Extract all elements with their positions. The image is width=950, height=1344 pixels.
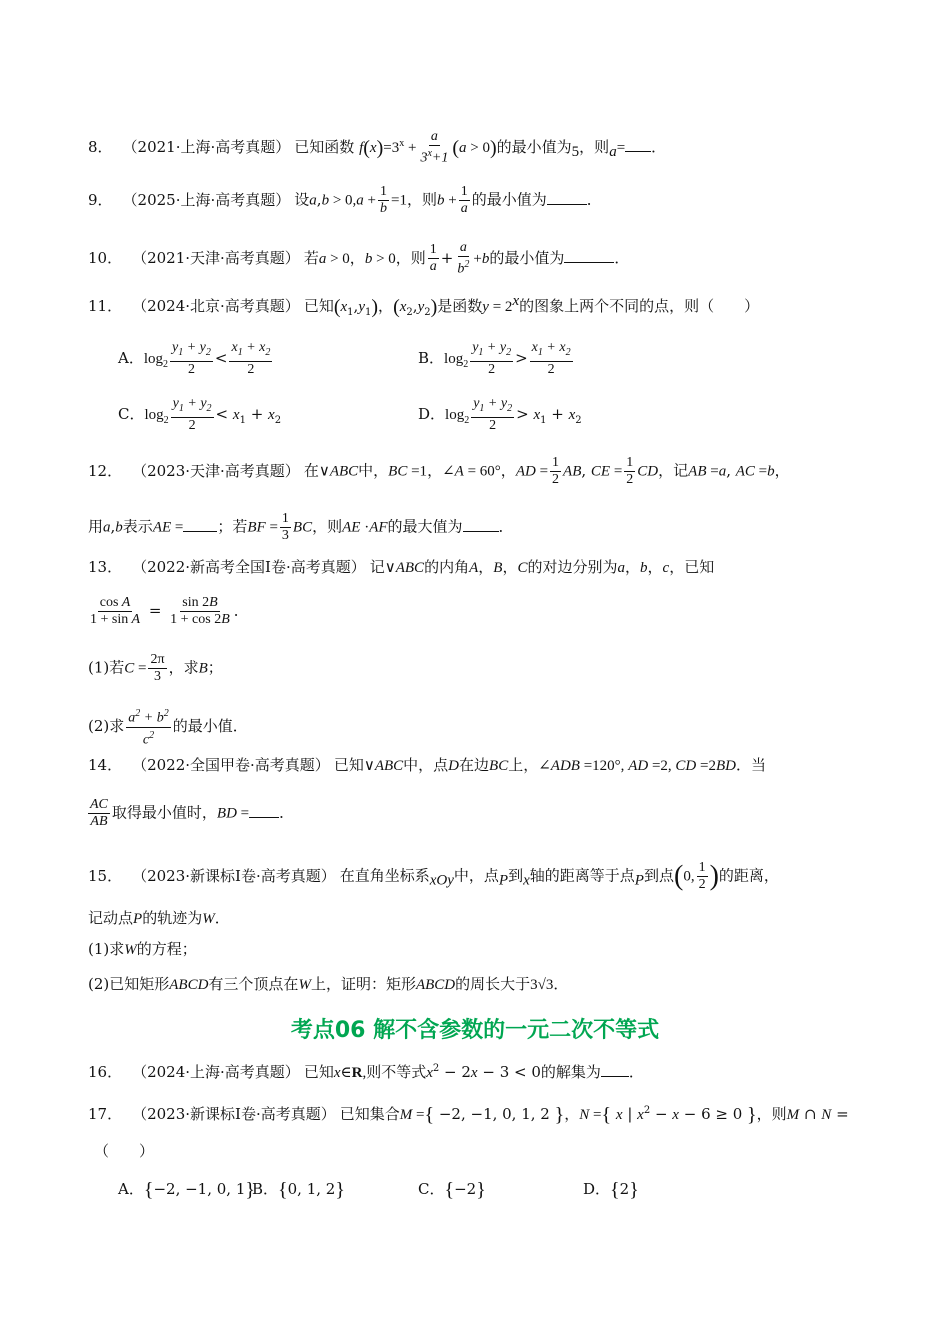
problem-source: （2023·天津·高考真题） [132,461,300,480]
problem-text: ，则 [395,248,426,267]
answer-blank[interactable] [249,803,279,818]
problem-8: 8． （2021·上海·高考真题） 已知函数 $f(x)=3^x$ + $\frac{a}{3^x+1}$ (a > 0)的最小值为$_5$，则$_a$= ． [88,129,667,166]
problem-14: 14． （2022·全国甲卷·高考真题） 已知∨ABC中，点D在边BC上，∠ADB =120°, AD =2, CD =2BD．当 [88,756,766,774]
problem-13-part-2: (2)求 $\frac{a^2 + b^2}{c^2}$ 的最小值． [88,708,248,748]
section-heading: 考点06 解不含参数的一元二次不等式 [290,1018,660,1043]
problem-number: 17． [88,1105,123,1123]
formula: f [359,139,364,156]
problem-text: 的最小值为 [489,248,565,267]
problem-13: 13． （2022·新高考全国Ⅰ卷·高考真题） 记∨ABC的内角A，B，C的对边分别为a，b，c，已知 [88,558,715,576]
problem-number: 15． [88,866,123,885]
problem-12: 12． （2023·天津·高考真题） 在∨ABC中，BC =1，∠A = 60°，AD = $\frac{1}{2}$ AB, CE = $\frac{1}{2}$ CD，记AB =a, AC =b， [88,455,790,487]
answer-blank[interactable] [183,517,217,532]
problem-16: 16． （2024·上海·高考真题） 已知x∈R,则不等式$x^2 - 2x - 3 < 0$的解集为 ． [88,1063,644,1081]
answer-blank[interactable] [463,517,499,532]
problem-11: 11． （2024·北京·高考真题） 已知$(x_1,y_1)$，$(x_2,y_2)$是函数$y = 2^x$的图象上两个不同的点，则（ ） [88,293,760,318]
problem-number: 14． [88,756,123,774]
problem-text: ，则 [406,190,437,209]
problem-source: （2022·全国甲卷·高考真题） [132,756,330,774]
problem-source: （2021·上海·高考真题） [122,137,291,156]
problem-text: 的最小值为 [496,137,572,156]
problem-text: ，则 [579,137,610,156]
option-d[interactable]: D．{2} [583,1179,639,1201]
problem-15-part-2: (2)已知矩形ABCD有三个顶点在W上，证明：矩形ABCD的周长大于3√3． [88,975,569,993]
problem-9: 9． （2025·上海·高考真题） 设a,b > 0,a + $\frac{1}{b}$ =1，则b + $\frac{1}{a}$ 的最小值为 ． [88,184,602,216]
problem-source: （2023·新课标Ⅰ卷·高考真题） [132,1105,336,1123]
problem-source: （2021·天津·高考真题） [132,248,300,267]
problem-number: 11． [88,297,123,315]
problem-12-line-2: 用a,b表示AE = ；若BF = $\frac{1}{3}$ BC，则AE ·AF的最大值为 ． [88,511,514,543]
problem-text: 已知 [303,297,334,315]
problem-number: 9． [88,190,113,209]
problem-15: 15． （2023·新课标Ⅰ卷·高考真题） 在直角坐标系$_{xOy}$中，点$_P$到$_x$轴的距离等于点$_P$到点(0, $\frac{1}{2}$ )的距离， [88,860,779,892]
answer-blank[interactable] [601,1062,629,1077]
problem-text: 的图象上两个不同的点，则（ ） [519,297,760,315]
option-b[interactable]: B．{0, 1, 2} [252,1179,345,1201]
option-a[interactable]: A．{−2, −1, 0, 1} [118,1179,255,1201]
problem-source: （2025·上海·高考真题） [122,190,291,209]
answer-blank[interactable] [547,190,587,205]
problem-number: 16． [88,1063,123,1081]
problem-text: 已知函数 [294,137,355,156]
problem-text: 在 [303,461,319,480]
problem-source: （2023·新课标Ⅰ卷·高考真题） [132,866,336,885]
problem-number: 8． [88,137,113,156]
problem-17: 17． （2023·新课标Ⅰ卷·高考真题） 已知集合M ={ −2, −1, 0, 1, 2 }，N ={ x | $x^2 - x - 6 \ge 0$ }，则M ∩ N = [88,1104,849,1126]
problem-text: 是函数 [437,297,483,315]
answer-blank[interactable] [564,248,614,263]
problem-10: 10． （2021·天津·高考真题） 若a > 0，b > 0，则 $\frac{1}{a}$ + $\frac{a}{b^2}$ +b的最小值为 ． [88,240,630,277]
value-five: 5 [571,143,580,160]
option-d[interactable]: D．$\log_2$ $\frac{y_1 + y_2}{2}$ > $x_1 + x_2$ [418,396,582,433]
problem-number: 12． [88,461,123,480]
problem-text: 设 [294,190,310,209]
problem-number: 10． [88,248,123,267]
problem-text: 若 [303,248,319,267]
problem-15-part-1: (1)求W的方程； [88,940,197,958]
problem-source: （2024·上海·高考真题） [132,1063,300,1081]
problem-15-line-2: 记动点P的轨迹为W． [88,909,230,927]
problem-17-paren: （ ） [94,1142,155,1160]
answer-blank[interactable] [625,137,651,152]
fraction: $\frac{a}{3^x+1}$ [420,129,449,166]
problem-source: （2024·北京·高考真题） [132,297,300,315]
option-c[interactable]: C．$\log_2$ $\frac{y_1 + y_2}{2}$ < $x_1 + x_2$ [118,396,282,433]
problem-13-part-1: (1)若C = $\frac{2\pi}{3}$ ，求B； [88,652,223,684]
problem-text: 的最小值为 [471,190,547,209]
option-c[interactable]: C．{−2} [418,1179,486,1201]
problem-13-condition: $\frac{\text{cos A}}{\text{1 + sin A}}$ = $\frac{\sin 2B}{1 + \cos 2B}$ ． [90,595,249,627]
problem-14-line-2: $\frac{AC}{AB}$ 取得最小值时，BD = ． [90,797,295,829]
option-a[interactable]: A．$\log_2$ $\frac{y_1 + y_2}{2}$ < $\frac{x_1 + x_2}{2}$ [118,340,271,377]
problem-number: 13． [88,558,123,576]
problem-source: （2022·新高考全国Ⅰ卷·高考真题） [132,558,366,576]
option-b[interactable]: B．$\log_2$ $\frac{y_1 + y_2}{2}$ > $\frac{x_1 + x_2}{2}$ [418,340,571,377]
